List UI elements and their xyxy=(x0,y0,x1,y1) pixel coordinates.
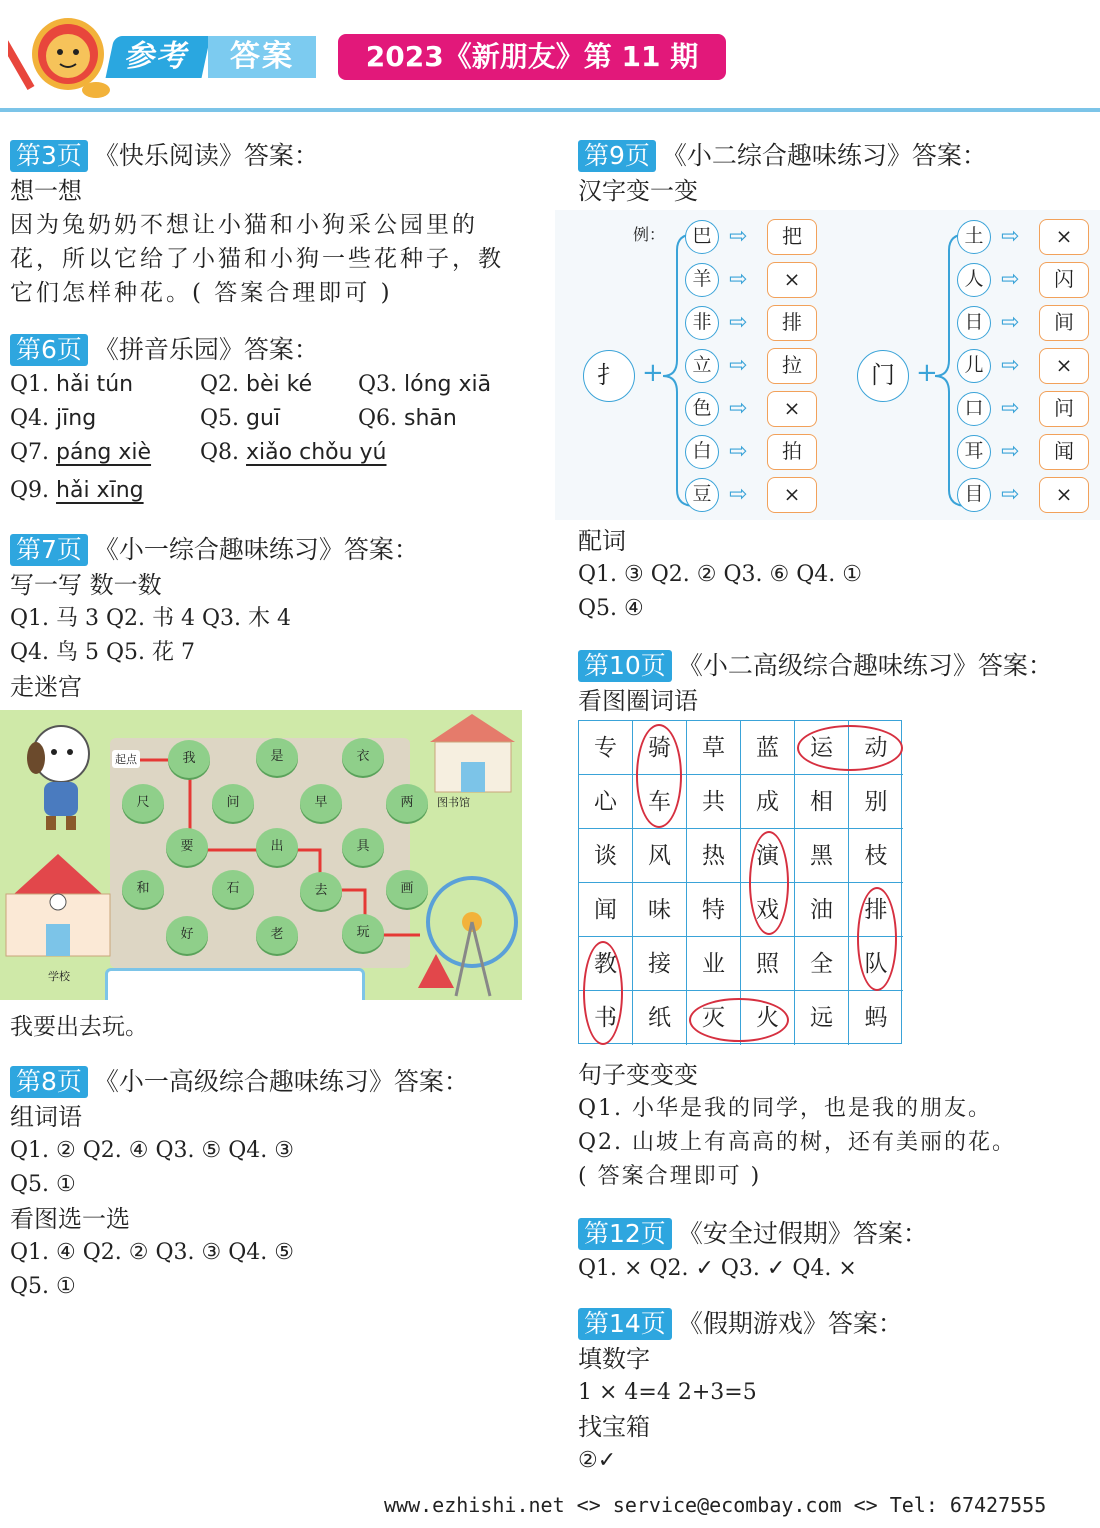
grid-cell: 演 xyxy=(741,829,795,883)
section-title: 《快乐阅读》答案： xyxy=(93,141,319,170)
section-title: 《小一高级综合趣味练习》答案： xyxy=(93,1067,469,1096)
puppy-icon xyxy=(16,716,106,836)
maze-char: 出 xyxy=(256,828,298,866)
grid-cell: 热 xyxy=(687,829,741,883)
subheading: 找宝箱 xyxy=(578,1413,650,1441)
grid-cell: 蚂 xyxy=(864,1005,888,1031)
grid-cell: 教 xyxy=(579,937,633,991)
section-page9-words xyxy=(578,524,1098,626)
maze-char: 和 xyxy=(122,870,164,908)
grid-cell: 风 xyxy=(633,829,687,883)
base-char: 白 xyxy=(685,435,719,469)
answer-row: Q1. ② Q2. ④ Q3. ⑤ Q4. ③ xyxy=(10,1138,294,1163)
answer-row: 1 × 4=4 2+3=5 xyxy=(578,1380,757,1405)
maze-start-label: 起点 xyxy=(112,750,140,768)
sentence-note: ( 答案合理即可 ) xyxy=(578,1164,762,1189)
plus-sign: + xyxy=(642,358,664,388)
grid-cell: 心 xyxy=(579,775,633,829)
school-icon xyxy=(2,852,114,970)
maze-char: 去 xyxy=(300,872,342,910)
base-char: 土 xyxy=(957,220,991,254)
page-badge: 第8页 xyxy=(10,1066,88,1098)
pinyin-row xyxy=(10,436,540,470)
char-change-diagram xyxy=(555,210,1100,520)
base-char: 色 xyxy=(685,392,719,426)
section-page10-sentences xyxy=(578,1058,1098,1194)
grid-cell: 灭 xyxy=(687,991,741,1045)
grid-cell: 闻 xyxy=(579,883,633,937)
arrow-icon: ⇨ xyxy=(1001,224,1020,249)
result-char: × xyxy=(1039,477,1089,513)
maze-char: 画 xyxy=(386,870,428,908)
grid-cell: 成 xyxy=(741,775,795,829)
section-heading xyxy=(578,1306,1098,1342)
maze-char: 是 xyxy=(256,738,298,776)
sentence-answer: Q1. 小华是我的同学，也是我的朋友。 xyxy=(578,1096,993,1121)
circled-word xyxy=(857,887,897,991)
page-badge: 第9页 xyxy=(578,140,656,172)
circled-word xyxy=(583,941,623,1045)
section-page10 xyxy=(578,648,1098,718)
radical-circle: 门 xyxy=(857,350,909,402)
result-char: × xyxy=(767,477,817,513)
answer-row: Q1. ③ Q2. ② Q3. ⑥ Q4. ① xyxy=(578,562,862,587)
result-char: × xyxy=(1039,348,1089,384)
result-char: × xyxy=(767,391,817,427)
base-char: 日 xyxy=(957,306,991,340)
section-title: 《小二综合趣味练习》答案： xyxy=(661,141,987,170)
plus-sign: + xyxy=(916,358,938,388)
base-char: 儿 xyxy=(957,349,991,383)
maze-char: 问 xyxy=(212,784,254,822)
pinyin-item: Q6. shān xyxy=(358,406,457,431)
grid-cell: 味 xyxy=(633,883,687,937)
answer-row: ②✓ xyxy=(578,1448,617,1473)
circled-word xyxy=(797,725,903,771)
sentence-answer: Q2. 山坡上有高高的树，还有美丽的花。 xyxy=(578,1130,1017,1155)
subheading: 组词语 xyxy=(10,1103,82,1131)
arrow-icon: ⇨ xyxy=(1001,267,1020,292)
section-title: 《假期游戏》答案： xyxy=(677,1309,903,1338)
base-char: 非 xyxy=(685,306,719,340)
maze-char: 玩 xyxy=(342,914,384,952)
grid-cell: 远 xyxy=(795,991,849,1045)
subheading: 汉字变一变 xyxy=(578,177,698,205)
grid-cell: 接 xyxy=(633,937,687,991)
pinyin-item: Q7. páng xiè xyxy=(10,440,152,465)
grid-cell: 蓝 xyxy=(741,721,795,775)
grid-cell: 车 xyxy=(633,775,687,829)
pinyin-item: Q8. xiǎo chǒu yú xyxy=(200,440,387,465)
ferris-wheel-icon xyxy=(398,870,522,1000)
grid-cell: 业 xyxy=(687,937,741,991)
section-title: 《小二高级综合趣味练习》答案： xyxy=(677,651,1053,680)
grid-cell: 火 xyxy=(741,991,795,1045)
maze-char: 老 xyxy=(256,916,298,954)
grid-cell: 队 xyxy=(849,937,903,991)
subheading: 句子变变变 xyxy=(578,1061,698,1089)
section-page6 xyxy=(10,332,540,508)
board-decoration xyxy=(105,968,365,1000)
pinyin-row xyxy=(10,474,540,508)
circled-word xyxy=(636,724,682,828)
grid-cell: 全 xyxy=(795,937,849,991)
base-char: 目 xyxy=(957,478,991,512)
answer-row: Q5. ④ xyxy=(578,596,644,621)
section-heading xyxy=(10,1064,540,1100)
circled-word xyxy=(689,998,789,1042)
arrow-icon: ⇨ xyxy=(1001,439,1020,464)
grid-cell: 草 xyxy=(687,721,741,775)
circled-word xyxy=(749,831,789,935)
section-heading xyxy=(578,648,1098,684)
section-heading xyxy=(10,332,540,368)
maze-char: 尺 xyxy=(122,784,164,822)
maze-char: 石 xyxy=(212,870,254,908)
arrow-icon: ⇨ xyxy=(1001,353,1020,378)
result-char: 闻 xyxy=(1039,434,1089,470)
pinyin-row xyxy=(10,402,540,436)
subheading: 看图选一选 xyxy=(10,1205,130,1233)
result-char: 问 xyxy=(1039,391,1089,427)
arrow-icon: ⇨ xyxy=(729,224,748,249)
page-badge: 第3页 xyxy=(10,140,88,172)
grid-cell: 动 xyxy=(849,721,903,775)
page-badge: 第6页 xyxy=(10,334,88,366)
section-heading xyxy=(10,532,540,568)
answer-row: Q4. 鸟 5 Q5. 花 7 xyxy=(10,640,196,665)
page-badge: 第10页 xyxy=(578,650,672,682)
arrow-icon: ⇨ xyxy=(729,439,748,464)
footer-contact: www.ezhishi.net <> service@ecombay.com <> Tel: 67427555 xyxy=(384,1493,1047,1517)
grid-cell: 特 xyxy=(687,883,741,937)
maze-char: 好 xyxy=(166,916,208,954)
pinyin-item: Q4. jīng xyxy=(10,406,97,431)
grid-cell: 谈 xyxy=(579,829,633,883)
section-title: 《安全过假期》答案： xyxy=(677,1219,928,1248)
pinyin-item: Q9. hǎi xīng xyxy=(10,478,144,503)
section-page3 xyxy=(10,138,530,310)
maze-char: 两 xyxy=(386,784,428,822)
header-divider xyxy=(0,108,1100,112)
pinyin-item: Q2. bèi ké xyxy=(200,372,313,397)
maze-char: 我 xyxy=(168,740,210,778)
arrow-icon: ⇨ xyxy=(1001,396,1020,421)
grid-cell: 油 xyxy=(795,883,849,937)
answer-row: Q1. ④ Q2. ② Q3. ③ Q4. ⑤ xyxy=(10,1240,294,1265)
grid-cell: 排 xyxy=(849,883,903,937)
arrow-icon: ⇨ xyxy=(729,353,748,378)
grid-cell: 相 xyxy=(795,775,849,829)
result-char: 闪 xyxy=(1039,262,1089,298)
header xyxy=(0,0,1100,110)
base-char: 豆 xyxy=(685,478,719,512)
maze-char: 要 xyxy=(166,828,208,866)
subheading: 配词 xyxy=(578,527,626,555)
arrow-icon: ⇨ xyxy=(729,396,748,421)
subheading: 写一写 数一数 xyxy=(10,571,162,599)
maze-char: 具 xyxy=(342,828,384,866)
result-char: 把 xyxy=(767,219,817,255)
maze-answer xyxy=(10,1010,148,1044)
base-char: 耳 xyxy=(957,435,991,469)
pinyin-item: Q3. lóng xiā xyxy=(358,372,492,397)
answer-row: Q1. × Q2. ✓ Q3. ✓ Q4. × xyxy=(578,1256,857,1281)
base-char: 巴 xyxy=(685,220,719,254)
arrow-icon: ⇨ xyxy=(1001,482,1020,507)
arrow-icon: ⇨ xyxy=(729,482,748,507)
grid-cell: 照 xyxy=(741,937,795,991)
section-page14 xyxy=(578,1306,1098,1478)
section-title: 《拼音乐园》答案： xyxy=(93,335,319,364)
section-page8 xyxy=(10,1064,540,1304)
answer-row: Q5. ① xyxy=(10,1274,76,1299)
arrow-icon: ⇨ xyxy=(729,310,748,335)
result-char: 拍 xyxy=(767,434,817,470)
maze-char: 早 xyxy=(300,784,342,822)
grid-cell: 共 xyxy=(687,775,741,829)
word-grid xyxy=(578,720,902,1044)
grid-cell: 黑 xyxy=(795,829,849,883)
section-page12 xyxy=(578,1216,1098,1286)
subheading: 看图圈词语 xyxy=(578,687,698,715)
subheading: 走迷宫 xyxy=(10,673,82,701)
base-char: 羊 xyxy=(685,263,719,297)
grid-cell: 戏 xyxy=(741,883,795,937)
grid-cell: 别 xyxy=(849,775,903,829)
base-char: 口 xyxy=(957,392,991,426)
result-char: × xyxy=(767,262,817,298)
base-char: 立 xyxy=(685,349,719,383)
answer-paragraph: 因为兔奶奶不想让小猫和小狗采公园里的花，所以它给了小猫和小狗一些花种子，教它们怎样种花。( 答案合理即可 ) xyxy=(10,212,504,306)
answers-tag-left: 参考 xyxy=(106,36,211,78)
grid-cell: 纸 xyxy=(633,991,687,1045)
maze-image xyxy=(0,710,522,1000)
arrow-icon: ⇨ xyxy=(729,267,748,292)
answers-tag-right: 答案 xyxy=(208,36,316,78)
result-char: × xyxy=(1039,219,1089,255)
grid-cell: 枝 xyxy=(849,829,903,883)
section-heading xyxy=(578,138,1098,174)
pinyin-item: Q5. guī xyxy=(200,406,281,431)
result-char: 间 xyxy=(1039,305,1089,341)
subheading: 填数字 xyxy=(578,1345,650,1373)
example-label: 例： xyxy=(633,225,666,244)
section-heading xyxy=(578,1216,1098,1252)
section-page9 xyxy=(578,138,1098,208)
grid-cell: 书 xyxy=(579,991,633,1045)
grid-cell: 专 xyxy=(579,721,633,775)
lion-mascot-icon xyxy=(8,12,118,102)
pinyin-item: Q1. hǎi tún xyxy=(10,372,134,397)
page-badge: 第14页 xyxy=(578,1308,672,1340)
library-label: 图书馆 xyxy=(437,796,470,809)
maze-answer-text: 我要出去玩。 xyxy=(10,1014,148,1040)
answer-row: Q1. 马 3 Q2. 书 4 Q3. 木 4 xyxy=(10,606,292,631)
page-badge: 第12页 xyxy=(578,1218,672,1250)
section-page7 xyxy=(10,532,540,704)
answer-row: Q5. ① xyxy=(10,1172,76,1197)
section-title: 《小一综合趣味练习》答案： xyxy=(93,535,419,564)
radical-circle: 扌 xyxy=(583,350,635,402)
school-label: 学校 xyxy=(48,970,70,983)
arrow-icon: ⇨ xyxy=(1001,310,1020,335)
result-char: 拉 xyxy=(767,348,817,384)
grid-cell: 运 xyxy=(795,721,849,775)
subheading: 想一想 xyxy=(10,177,82,205)
base-char: 人 xyxy=(957,263,991,297)
grid-cell: 骑 xyxy=(633,721,687,775)
result-char: 排 xyxy=(767,305,817,341)
issue-title: 2023《新朋友》第 11 期 xyxy=(338,34,726,80)
page-badge: 第7页 xyxy=(10,534,88,566)
maze-char: 衣 xyxy=(342,738,384,776)
section-heading xyxy=(10,138,530,174)
pinyin-row xyxy=(10,368,540,402)
